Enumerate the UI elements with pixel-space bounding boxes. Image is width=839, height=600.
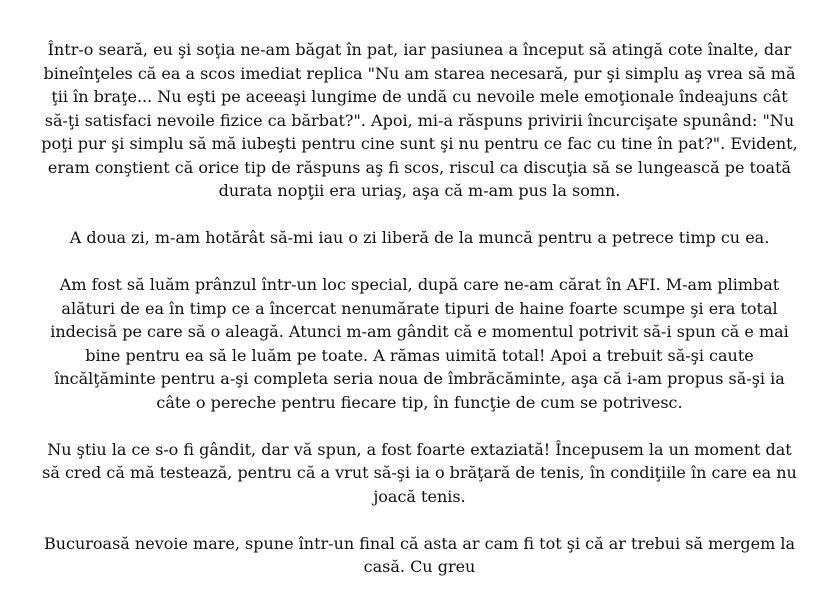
paragraph-5: Bucuroasă nevoie mare, spune într-un final că asta ar cam fi tot şi că ar trebui să mergem la casă. Cu greu: [43, 533, 796, 576]
paragraph-4: Nu ştiu la ce s-o fi gândit, dar vă spun, a fost foarte extaziată! Începusem la un moment dat să cred că mă testează, pentru că a vrut să-şi ia o brăţară de tenis, în condiţiile în care ea nu joacă tenis.: [42, 439, 797, 506]
paragraph-2: A doua zi, m-am hotărât să-mi iau o zi liberă de la muncă pentru a petrece timp cu ea.: [69, 228, 770, 247]
document-page: [38, 38, 801, 579]
paragraph-1: Într-o seară, eu şi soţia ne-am băgat în pat, iar pasiunea a început să atingă cote înalte, dar bineînţeles că ea a scos imediat replica "Nu am starea necesară, pur şi simplu aş vrea să mă ţii în braţe... Nu eşti pe aceeaşi lungime de undă cu nevoile mele emoţionale îndeajuns cât să-ţi satisfaci nevoile fizice ca bărbat?". Apoi, mi-a răspuns privirii încurcişate spunând: "Nu poţi pur şi simplu să mă iubeşti pentru cine sunt şi nu pentru ce fac cu tine în pat?". Evident, eram conştient că orice tip de răspuns aş fi scos, riscul ca discuţia să se lungească pe toată durata nopţii era uriaş, aşa că m-am pus la somn.: [41, 40, 798, 200]
paragraph-3: Am fost să luăm prânzul într-un loc special, după care ne-am cărat în AFI. M-am plimbat alături de ea în timp ce a încercat nenumărate tipuri de haine foarte scumpe şi era total indecisă pe care să o aleagă. Atunci m-am gândit că e momentul potrivit să-i spun că e mai bine pentru ea să le luăm pe toate. A rămas uimită total! Apoi a trebuit să-şi caute încălţăminte pentru a-şi completa seria noua de îmbrăcăminte, aşa că i-am propus să-şi ia câte o pereche pentru fiecare tip, în funcţie de cum se potrivesc.: [50, 275, 789, 412]
